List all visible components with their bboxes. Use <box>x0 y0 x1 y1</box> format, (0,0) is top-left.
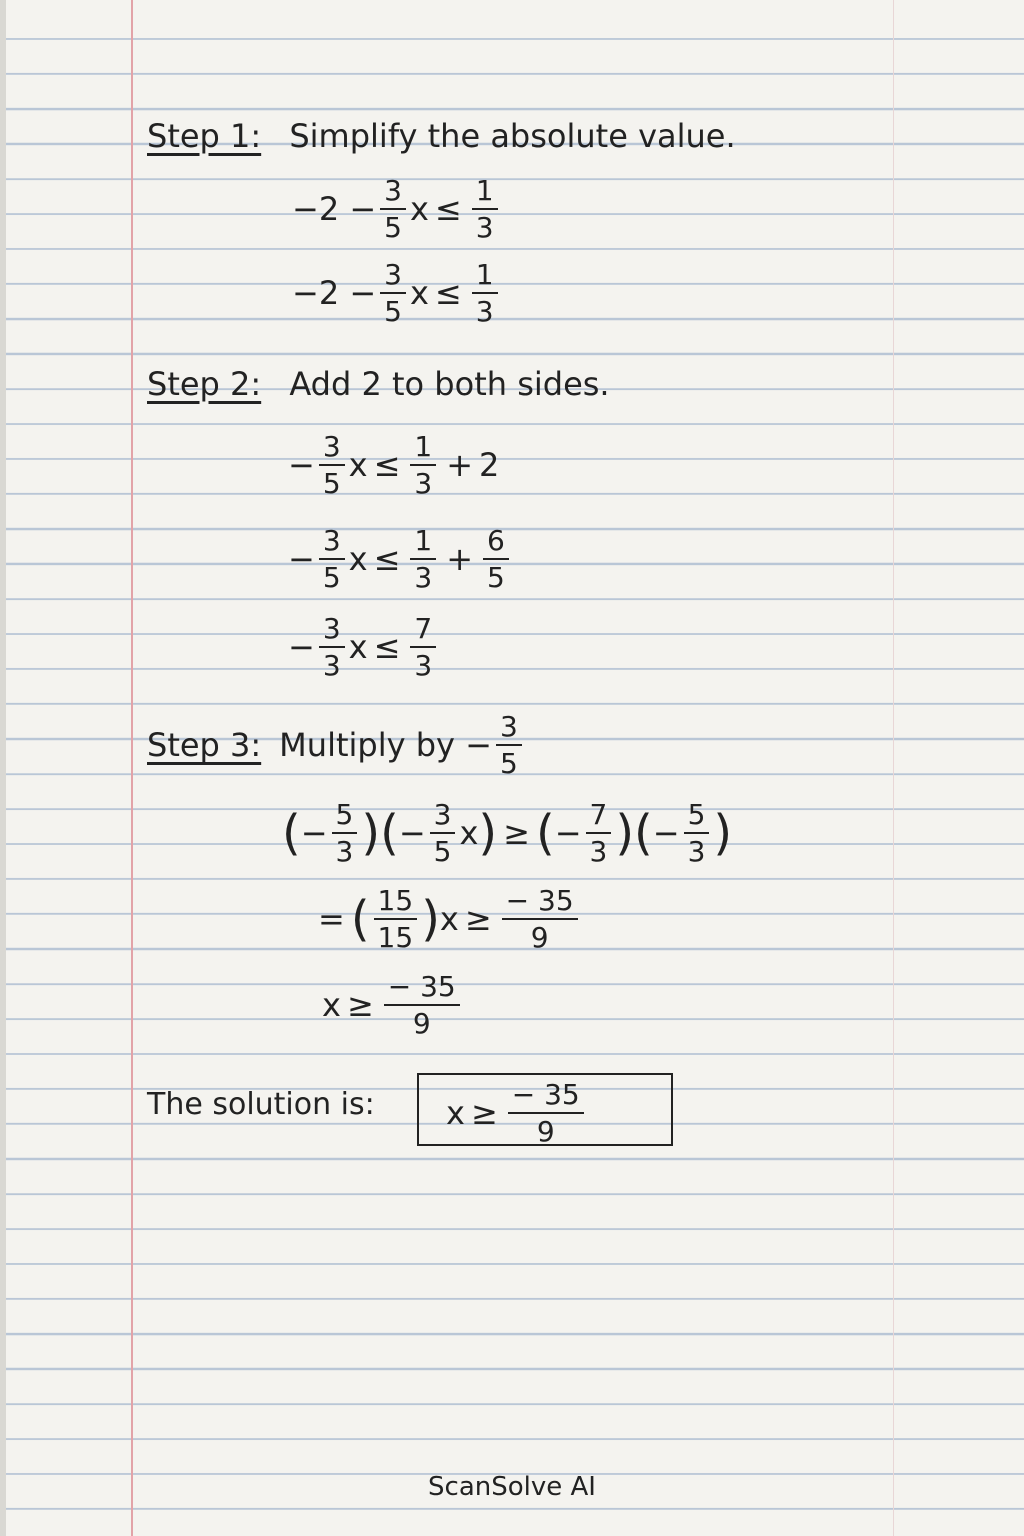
fraction: $\frac{3}{5}$ <box>380 260 406 327</box>
step3-heading <box>147 712 526 779</box>
step3-equation-2: = ( $\frac{15}{15}$ ) x ≥ $\frac{- 35}{9}$ <box>312 886 582 953</box>
footer-brand: ScanSolve AI <box>428 1472 596 1502</box>
margin-line <box>131 0 133 1536</box>
fraction: $\frac{- 35}{9}$ <box>502 886 578 953</box>
step1-heading <box>147 117 736 155</box>
fraction: $\frac{1}{3}$ <box>410 432 436 499</box>
fraction: $\frac{5}{3}$ <box>332 800 358 867</box>
step2-equation-1: − $\frac{3}{5}$ x ≤ $\frac{1}{3}$ + 2 <box>288 430 500 501</box>
step3-equation-1: ( − $\frac{5}{3}$ )( − $\frac{3}{5}$ x ) ≥ ( − $\frac{7}{3}$ )( − $\frac{5}{3}$ ) <box>282 798 733 869</box>
step2-label: Step 2: <box>147 365 262 403</box>
fraction: $\frac{3}{5}$ <box>430 800 456 867</box>
step1-text: Simplify the absolute value. <box>289 117 736 155</box>
fraction: $\frac{3}{5}$ <box>380 176 406 243</box>
fraction: $\frac{- 35}{9}$ <box>508 1080 584 1147</box>
step3-label: Step 3: <box>147 726 262 765</box>
fraction: $\frac{5}{3}$ <box>684 800 710 867</box>
fraction: $\frac{7}{3}$ <box>410 614 436 681</box>
fraction: $\frac{1}{3}$ <box>410 526 436 593</box>
paper-edge <box>0 0 6 1536</box>
step2-equation-2: − $\frac{3}{5}$ x ≤ $\frac{1}{3}$ + $\frac{6}{5}$ <box>288 526 513 593</box>
fraction: $\frac{- 35}{9}$ <box>384 972 460 1039</box>
step1-label: Step 1: <box>147 117 262 155</box>
step1-equation-2: −2 − $\frac{3}{5}$ x ≤ $\frac{1}{3}$ <box>292 260 502 327</box>
fraction: $\frac{3}{5}$ <box>319 432 345 499</box>
fraction: $\frac{3}{5}$ <box>319 526 345 593</box>
step2-heading <box>147 365 610 403</box>
fraction: $\frac{1}{3}$ <box>472 260 498 327</box>
step2-text: Add 2 to both sides. <box>289 365 610 403</box>
step1-equation-1: −2 − $\frac{3}{5}$ x ≤ $\frac{1}{3}$ <box>292 176 502 243</box>
step3-equation-3: x ≥ $\frac{- 35}{9}$ <box>322 972 464 1039</box>
fraction: $\frac{7}{3}$ <box>586 800 612 867</box>
solution-equation: x ≥ $\frac{- 35}{9}$ <box>446 1080 588 1147</box>
step3-text: Multiply by − <box>279 726 492 765</box>
fraction: $\frac{6}{5}$ <box>483 526 509 593</box>
solution-label: The solution is: <box>147 1087 375 1122</box>
step2-equation-3: − $\frac{3}{3}$ x ≤ $\frac{7}{3}$ <box>288 614 440 681</box>
fraction: $\frac{15}{15}$ <box>374 886 418 953</box>
fraction: $\frac{3}{3}$ <box>319 614 345 681</box>
fraction: $\frac{1}{3}$ <box>472 176 498 243</box>
fraction: $\frac{3}{5}$ <box>496 712 522 779</box>
right-guide-line <box>893 0 894 1536</box>
